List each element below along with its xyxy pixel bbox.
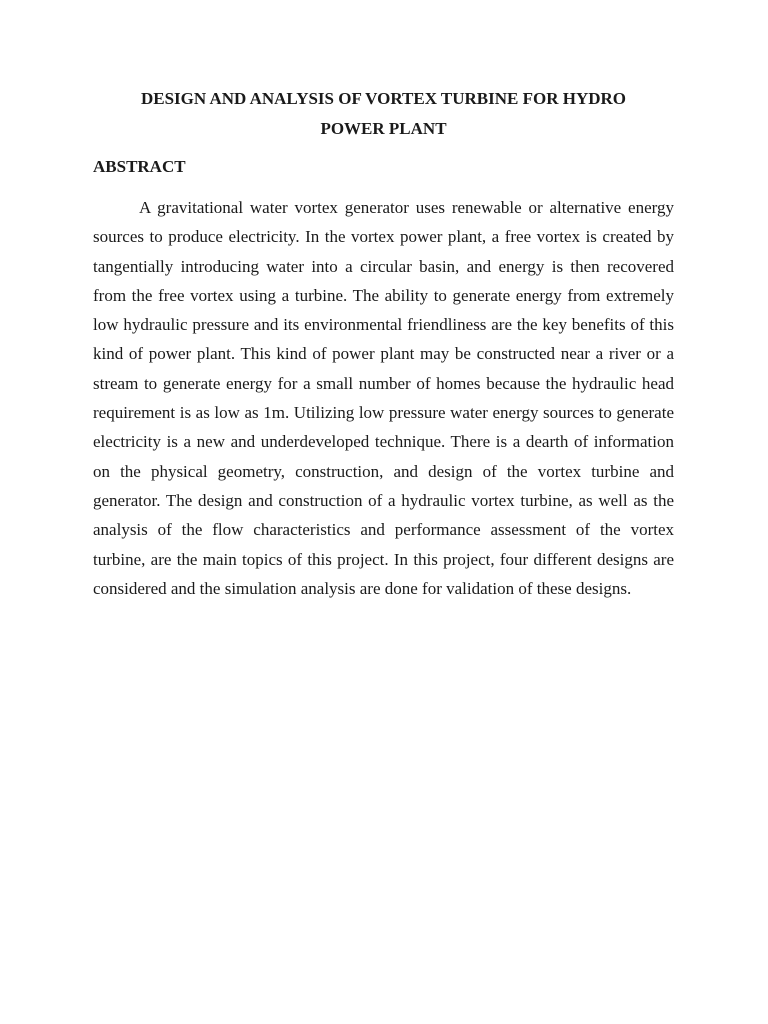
title-line-2: POWER PLANT [320, 118, 447, 138]
abstract-paragraph: A gravitational water vortex generator uses renewable or alternative energy sources to produce electricity. In the vortex power plant, a free vortex is created by tangentially introducing water into a circular basin, and energy is then recovered from the free vortex using a turbine. The ability to generate energy from extremely low hydraulic pressure and its environmental friendliness are the key benefits of this kind of power plant. This kind of power plant may be constructed near a river or a stream to generate energy for a small number of homes because the hydraulic head requirement is as low as 1m. Utilizing low pressure water energy sources to generate electricity is a new and underdeveloped technique. There is a dearth of information on the physical geometry, construction, and design of the vortex turbine and generator. The design and construction of a hydraulic vortex turbine, as well as the analysis of the flow characteristics and performance assessment of the vortex turbine, are the main topics of this project. In this project, four different designs are considered and the simulation analysis are done for validation of these designs. [93, 198, 674, 598]
document-page [93, 84, 674, 603]
title-line-1: DESIGN AND ANALYSIS OF VORTEX TURBINE FOR HYDRO [140, 89, 627, 108]
abstract-heading: ABSTRACT [93, 157, 186, 176]
document-title [93, 84, 674, 143]
